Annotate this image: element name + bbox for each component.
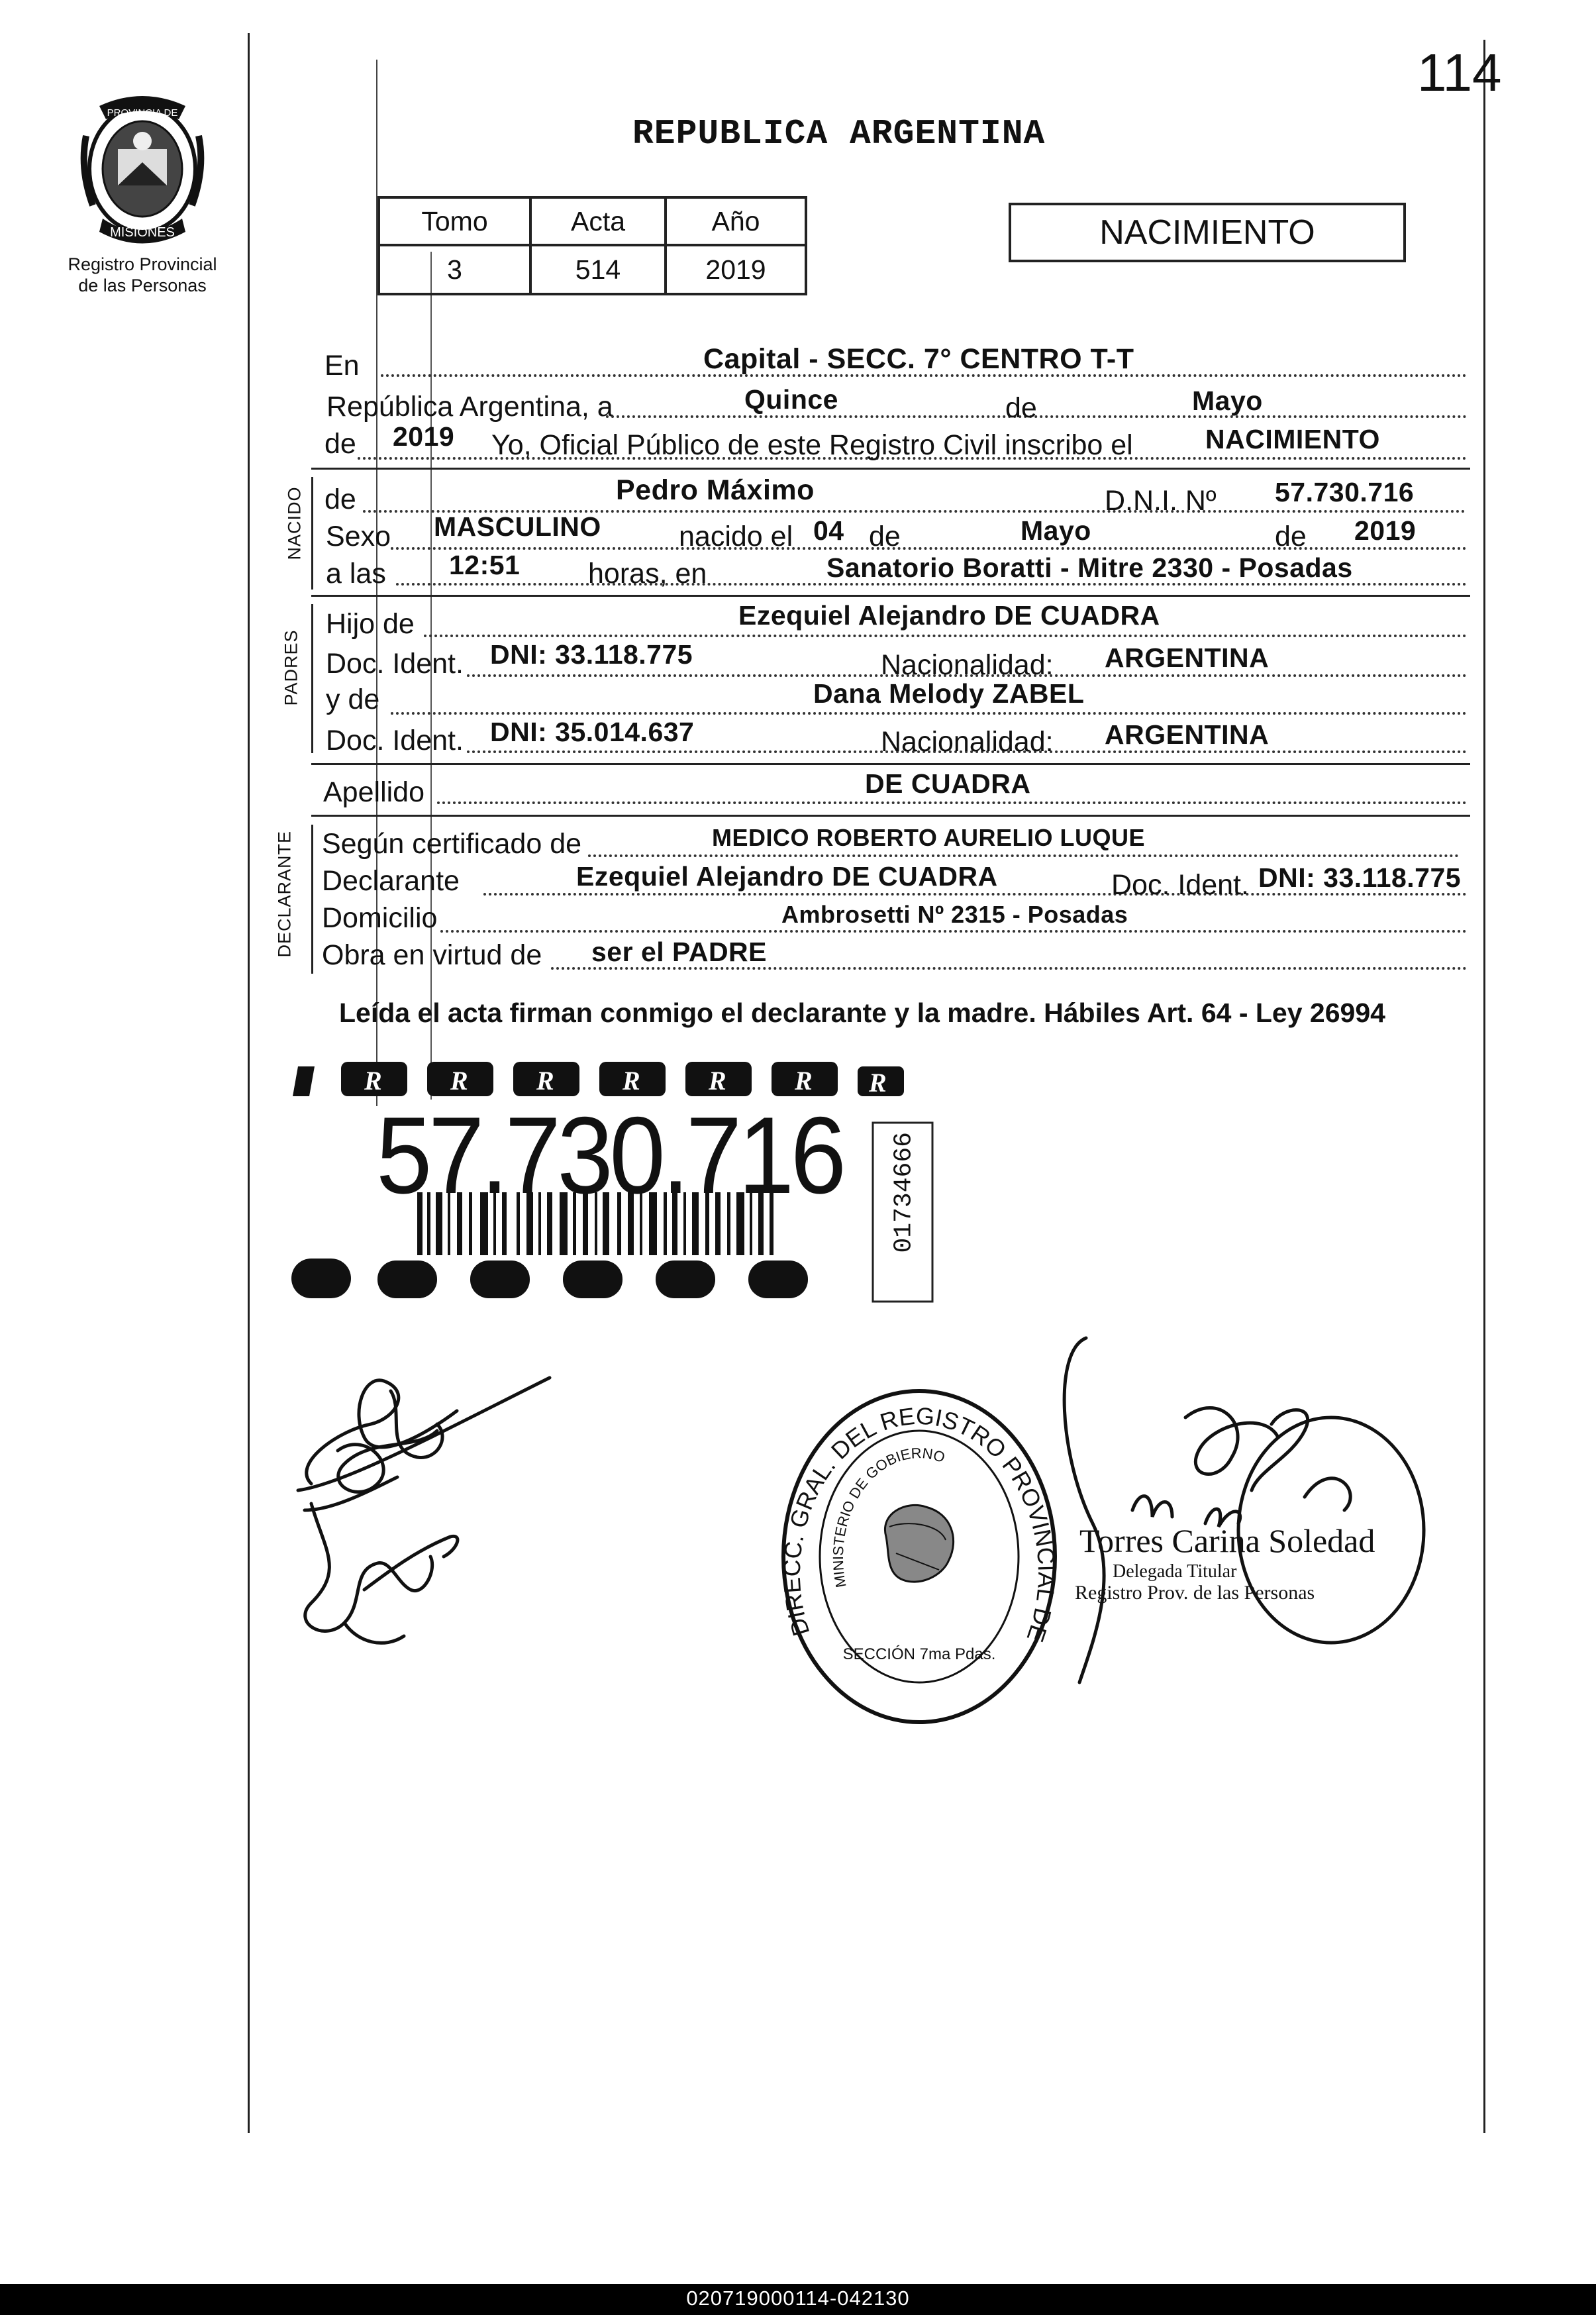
nacido-el-label: nacido el [679, 521, 793, 552]
doc-ident-label: Doc. Ident. [1111, 869, 1249, 901]
en-label: En [324, 350, 360, 382]
apellido-label: Apellido [323, 776, 424, 808]
declarante-name: Ezequiel Alejandro DE CUADRA [576, 861, 998, 892]
acta-value: 514 [530, 245, 666, 294]
domicilio-label: Domicilio [322, 902, 438, 934]
page-number: 114 [1417, 43, 1502, 102]
mother-nationality: ARGENTINA [1105, 719, 1270, 750]
svg-text:DIRECC. GRAL. DEL REGISTRO PRO: DIRECC. GRAL. DEL REGISTRO PROVINCIAL DE [777, 1402, 1061, 1646]
hijo-label: Hijo de [326, 608, 415, 640]
svg-text:PROVINCIA DE: PROVINCIA DE [107, 107, 178, 119]
certificado-value: MEDICO ROBERTO AURELIO LUQUE [712, 824, 1146, 851]
page-title: REPUBLICA ARGENTINA [632, 114, 1046, 154]
dotted-line [391, 712, 1467, 715]
section-bracket [311, 604, 313, 753]
right-margin-line [1483, 40, 1485, 2133]
legend-text: Leída el acta firman conmigo el declarante y la madre. Hábiles Art. 64 - Ley 26994 [339, 998, 1385, 1028]
birth-place: Sanatorio Boratti - Mitre 2330 - Posadas [826, 552, 1353, 583]
obra-label: Obra en virtud de [322, 939, 542, 971]
registry-line1: Registro Provincial [68, 254, 217, 274]
father-doc: DNI: 33.118.775 [490, 639, 693, 670]
declarant-signature [285, 1351, 563, 1663]
provincia-misiones-logo [73, 89, 212, 252]
mother-name: Dana Melody ZABEL [813, 678, 1085, 709]
nacionalidad-label: Nacionalidad: [881, 726, 1054, 758]
svg-text:R: R [709, 1066, 726, 1096]
svg-text:R: R [795, 1066, 813, 1096]
place-value: Capital - SECC. 7° CENTRO T-T [703, 343, 1134, 375]
de-label: de [1005, 392, 1037, 424]
official-seal [773, 1381, 1065, 1732]
declarante-label: Declarante [322, 865, 460, 897]
birth-time: 12:51 [449, 550, 521, 580]
official-title: Delegada Titular [1113, 1561, 1237, 1582]
de-label: de [324, 484, 356, 515]
official-name: Torres Carina Soledad [1079, 1522, 1375, 1559]
svg-text:R: R [623, 1066, 640, 1096]
birth-year: 2019 [1354, 515, 1417, 546]
father-nationality: ARGENTINA [1105, 643, 1270, 673]
svg-text:MISIONES: MISIONES [110, 225, 175, 240]
sexo-label: Sexo [326, 521, 391, 552]
left-margin-line [248, 33, 250, 2133]
section-divider [311, 595, 1470, 597]
sticker-serial: 01734666 [889, 1132, 919, 1253]
mother-doc: DNI: 35.014.637 [490, 717, 695, 747]
official-office: Registro Prov. de las Personas [1075, 1582, 1315, 1604]
child-dni: 57.730.716 [1275, 477, 1415, 507]
official-signature [1053, 1325, 1437, 1696]
registry-line2: de las Personas [78, 276, 207, 295]
svg-text:R: R [536, 1066, 554, 1096]
section-divider [311, 763, 1470, 765]
birth-day: 04 [813, 515, 844, 546]
child-name: Pedro Máximo [616, 474, 815, 506]
padres-section-label: PADRES [281, 629, 301, 706]
svg-text:SECCIÓN 7ma Pdas.: SECCIÓN 7ma Pdas. [842, 1645, 996, 1663]
y-de-label: y de [326, 684, 380, 715]
domicilio-value: Ambrosetti Nº 2315 - Posadas [781, 901, 1128, 928]
dotted-line [424, 635, 1467, 637]
acta-header: Acta [530, 197, 666, 245]
dotted-line [437, 801, 1467, 804]
section-divider [311, 815, 1470, 817]
apellido-value: DE CUADRA [865, 768, 1031, 799]
section-bracket [311, 477, 313, 590]
tomo-value: 3 [379, 245, 530, 294]
day-value: Quince [744, 384, 838, 415]
segun-label: Según certificado de [322, 828, 582, 860]
anio-header: Año [666, 197, 806, 245]
inscription-type: NACIMIENTO [1205, 424, 1380, 454]
anio-value: 2019 [666, 245, 806, 294]
section-bracket [311, 825, 313, 974]
section-divider [311, 468, 1470, 470]
de-label: de [324, 428, 356, 460]
declarante-section-label: DECLARANTE [274, 830, 295, 958]
de-label: de [1275, 521, 1307, 552]
horas-label: horas, en [588, 558, 707, 590]
nacido-section-label: NACIDO [284, 486, 305, 560]
footer-code: 020719000114-042130 [686, 2287, 910, 2310]
de-label: de [869, 521, 901, 552]
sex-value: MASCULINO [434, 511, 601, 542]
father-name: Ezequiel Alejandro DE CUADRA [738, 600, 1160, 631]
record-type: NACIMIENTO [1099, 213, 1315, 252]
doc-ident-label: Doc. Ident. [326, 648, 464, 680]
dotted-line [440, 930, 1467, 933]
birth-month: Mayo [1021, 515, 1091, 546]
year-value: 2019 [393, 421, 455, 452]
svg-text:R: R [450, 1066, 468, 1096]
svg-text:R: R [869, 1068, 887, 1098]
record-type-box [1009, 203, 1406, 262]
svg-text:R: R [364, 1066, 382, 1096]
doc-ident-label: Doc. Ident. [326, 725, 464, 756]
tomo-header: Tomo [379, 197, 530, 245]
republica-label: República Argentina, a [326, 391, 613, 423]
svg-text:MINISTERIO DE GOBIERNO: MINISTERIO DE GOBIERNO [829, 1445, 948, 1589]
obra-value: ser el PADRE [591, 937, 768, 967]
registry-caption [46, 254, 238, 296]
sticker-dni-number: 57.730.716 [376, 1094, 843, 1216]
oficial-text: Yo, Oficial Público de este Registro Civil inscribo el [491, 429, 1133, 461]
register-table [377, 196, 807, 295]
declarante-doc: DNI: 33.118.775 [1258, 862, 1462, 893]
nacionalidad-label: Nacionalidad: [881, 649, 1054, 681]
month-value: Mayo [1192, 386, 1263, 416]
dni-label: D.N.I. Nº [1105, 485, 1217, 517]
dotted-line [588, 854, 1459, 857]
a-las-label: a las [326, 558, 386, 590]
